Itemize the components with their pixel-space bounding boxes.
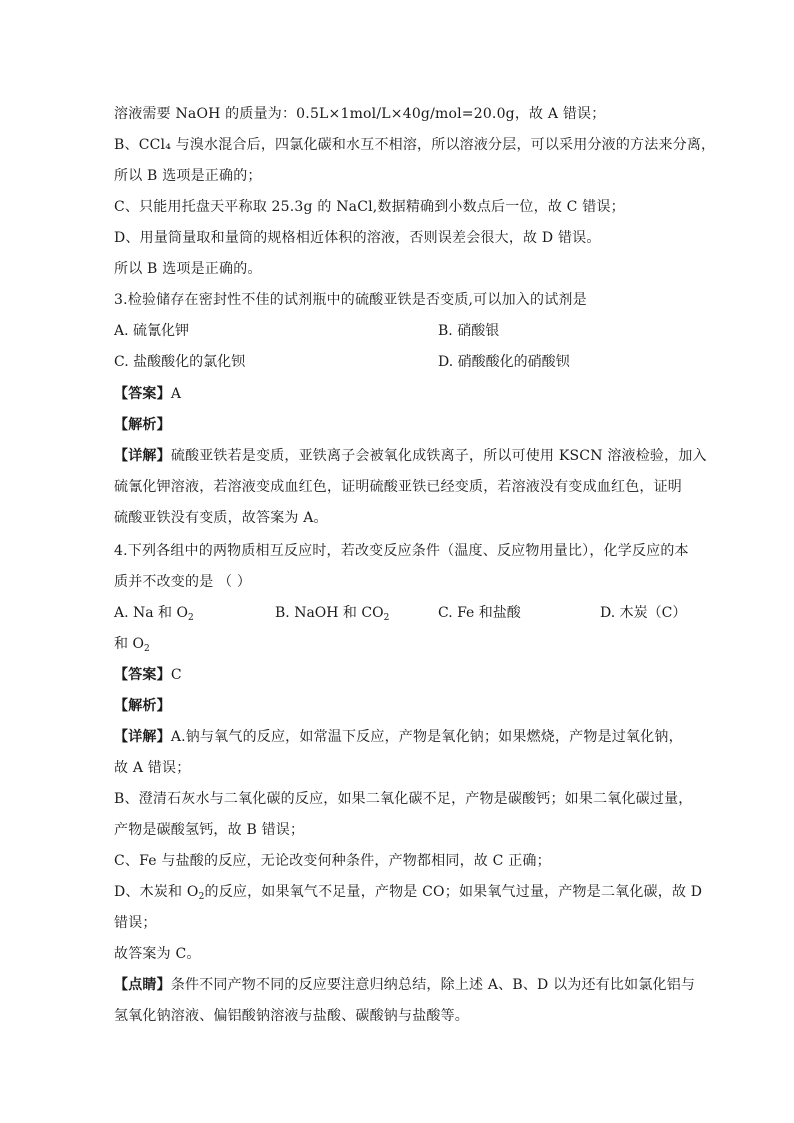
text-line: 错误； [114, 915, 157, 931]
detail-text: A.钠与氧气的反应，如常温下反应，产物是氧化钠；如果燃烧，产物是过氧化钠， [170, 729, 683, 745]
text-line: C、只能用托盘天平称取 25.3g 的 NaCl,数据精确到小数点后一位，故 C 错误； [114, 199, 625, 215]
q4-analysis-tag: 【解析】 [114, 698, 171, 714]
text-line: 所以 B 选项是正确的。 [114, 261, 262, 277]
tip-text: 条件不同产物不同的反应要注意归纳总结，除上述 A、B、D 以为还有比如氯化铝与 [170, 977, 696, 993]
text-line: 硫酸亚铁没有变质，故答案为 A。 [114, 510, 328, 526]
q3-option-a: A. 硫氰化钾 [114, 323, 190, 339]
detail-text: 硫酸亚铁若是变质，亚铁离子会被氧化成铁离子，所以可使用 KSCN 溶液检验，加入 [170, 448, 707, 464]
question-4-stem: 4.下列各组中的两物质相互反应时，若改变反应条件（温度、反应物用量比），化学反应的本 [114, 543, 689, 559]
q3-detail [114, 446, 707, 466]
text-line: D、用量筒量取和量筒的规格相近体积的溶液，否则误差会很大，故 D 错误。 [114, 230, 601, 246]
text-line: B、澄清石灰水与二氧化碳的反应，如果二氧化碳不足，产物是碳酸钙；如果二氧化碳过量， [114, 791, 693, 807]
q4-conclusion: 故答案为 C。 [114, 946, 201, 962]
detail-tag: 【详解】 [114, 729, 171, 745]
text-line: 溶液需要 NaOH 的质量为：0.5L×1mol/L×40g/mol=20.0g，故 A 错误； [114, 106, 606, 122]
text-line: 硫氰化钾溶液，若溶液变成血红色，证明硫酸亚铁已经变质，若溶液没有变成血红色，证明 [114, 479, 682, 495]
tip-tag: 【点睛】 [114, 977, 171, 993]
q4-option-a: A. Na 和 $O_2$ [114, 605, 194, 623]
q4-detail [114, 727, 684, 747]
text-line: 氢氧化钠溶液、偏铝酸钠溶液与盐酸、碳酸钠与盐酸等。 [114, 1008, 469, 1024]
q3-option-c: C. 盐酸酸化的氯化钡 [114, 354, 246, 370]
text-line: B、CCl₄ 与溴水混合后，四氯化碳和水互不相溶，所以溶液分层，可以采用分液的方法来分离， [114, 137, 716, 153]
question-3-stem: 3.检验储存在密封性不佳的试剂瓶中的硫酸亚铁是否变质,可以加入的试剂是 [114, 292, 587, 308]
q3-answer [114, 384, 684, 404]
answer-value: A [170, 386, 182, 402]
answer-value: C [170, 667, 182, 683]
q4-option-b: B. NaOH 和 $CO_2$ [275, 605, 390, 623]
detail-tag: 【详解】 [114, 448, 171, 464]
text-line: 故 A 错误； [114, 760, 191, 776]
answer-tag: 【答案】 [114, 386, 171, 402]
q4-option-c: C. Fe 和盐酸 [438, 605, 521, 621]
q4-option-d-cont: 和 $O_2$ [114, 636, 150, 654]
q3-analysis-tag: 【解析】 [114, 417, 171, 433]
text-line: 所以 B 选项是正确的； [114, 168, 262, 184]
answer-tag: 【答案】 [114, 667, 171, 683]
q4-option-d: D. 木炭（C） [600, 605, 687, 621]
q4-answer [114, 665, 684, 685]
text-line: C、Fe 与盐酸的反应，无论改变何种条件，产物都相同，故 C 正确； [114, 853, 551, 869]
q4-tip [114, 975, 696, 995]
question-4-stem-cont: 质并不改变的是 （ ） [114, 574, 252, 590]
text-line: D、木炭和 $O_2$的反应，如果氧气不足量，产物是 CO；如果氧气过量，产物是二氧化碳，故 D [114, 884, 703, 902]
text-line: 产物是碳酸氢钙，故 B 错误； [114, 822, 305, 838]
q3-option-b: B. 硝酸银 [438, 323, 500, 339]
q3-option-d: D. 硝酸酸化的硝酸钡 [438, 354, 570, 370]
